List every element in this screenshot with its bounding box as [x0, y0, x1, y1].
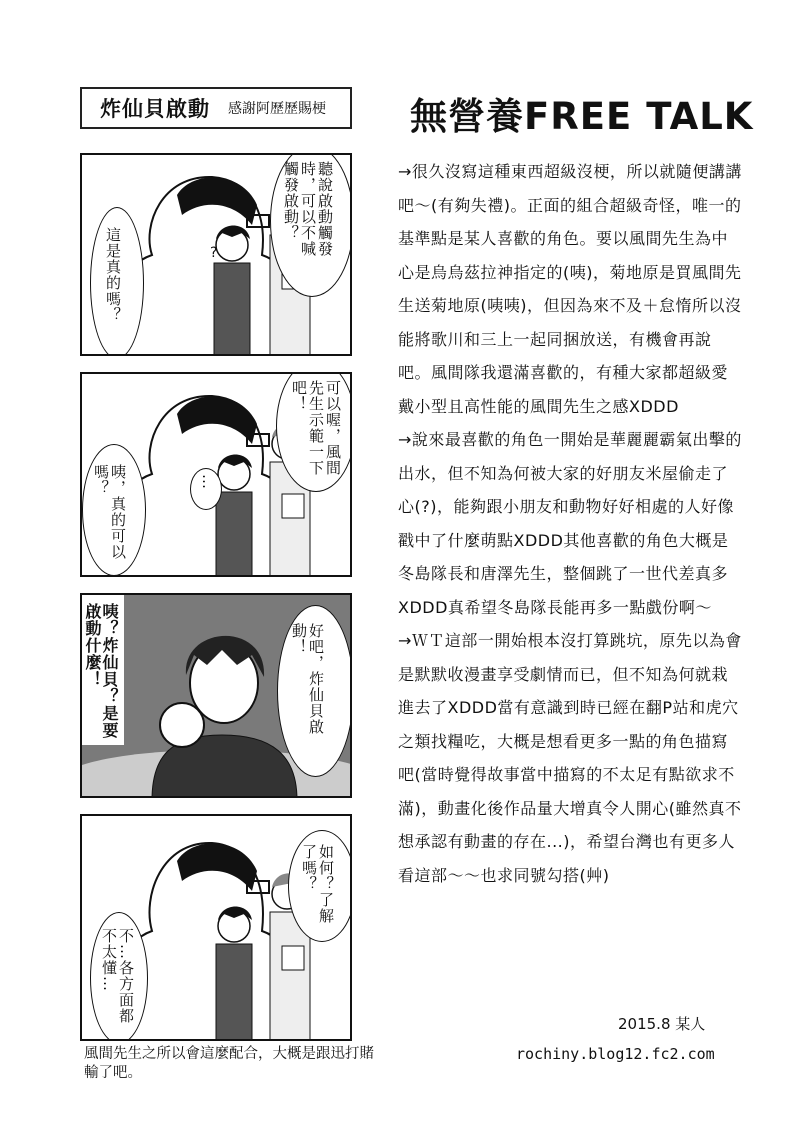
panel-2-ellipsis: … [199, 474, 217, 490]
free-talk-title: 無營養FREE TALK [410, 95, 754, 138]
strip-title-box [80, 87, 352, 129]
strip-thanks: 感謝阿歷歷賜梗 [228, 101, 326, 117]
panel-4-right-text: 如何？了解了嗎？ [300, 844, 335, 924]
panel-1-question: ? [210, 245, 218, 261]
strip-title: 炸仙貝啟動 [100, 97, 210, 121]
panel-2-left-text: 咦，真的可以嗎？ [92, 464, 127, 560]
talk-paragraph: →說來最喜歡的角色一開始是華麗麗霸氣出擊的出水，但不知為何被大家的好朋友米屋偷走了心(?)，能夠跟小朋友和動物好好相處的人好像戳中了什麼萌點XDDD其他喜歡的角色大概是冬島隊長和唐澤先生，整個跳了一世代差真多XDDD真希望冬島隊長能再多一點戲份啊～ [398, 430, 742, 617]
free-talk-body [398, 155, 743, 892]
panel-3-left-text: 咦？炸仙貝？是要啟動什麼！ [83, 603, 119, 739]
comic-panel-2 [80, 372, 352, 577]
panel-4-left-text: 不…各方面都不太懂… [100, 928, 135, 1024]
panel-2-right-text: 可以喔，風間先生示範一下吧！ [290, 380, 342, 476]
blog-url: rochiny.blog12.fc2.com [516, 1045, 715, 1063]
comic-panel-1 [80, 153, 352, 356]
comic-panel-3 [80, 593, 352, 798]
panel-1-left-text: 這是真的嗎？ [104, 227, 122, 323]
talk-paragraph: →很久沒寫這種東西超級沒梗，所以就隨便講講吧～(有夠失禮)。正面的組合超級奇怪，唯一的基準點是某人喜歡的角色。要以風間先生為中心是烏烏茲拉神指定的(咦)，菊地原是買風間先生送菊地原(咦咦)，但因為來不及＋怠惰所以沒能將歌川和三上一起同捆放送，有機會再說吧。風間隊我還滿喜歡的，有種大家都超級愛戴小型且高性能的風間先生之感XDDD [398, 162, 742, 416]
panel-3-right-text: 好吧，炸仙貝啟動！ [290, 623, 325, 735]
strip-caption: 風間先生之所以會這麼配合，大概是跟迅打賭輸了吧。 [84, 1046, 374, 1081]
signature: 2015.8 某人 [618, 1015, 706, 1033]
comic-panel-4 [80, 814, 352, 1041]
panel-1-right-text: 聽說啟動觸發時，可以不喊觸發啟動？ [282, 161, 334, 257]
talk-paragraph: →ＷＴ這部一開始根本沒打算跳坑，原先以為會是默默收漫畫享受劇情而已，但不知為何就栽進去了XDDD當有意識到時已經在翻P站和虎穴之類找糧吃，大概是想看更多一點的角色描寫吧(當時覺得故事當中描寫的不太足有點欲求不滿)，動畫化後作品量大增真令人開心(雖然真不想承認有動畫的存在...)，希望台灣也有更多人看這部～～也求同號勾搭(艸) [398, 631, 742, 885]
